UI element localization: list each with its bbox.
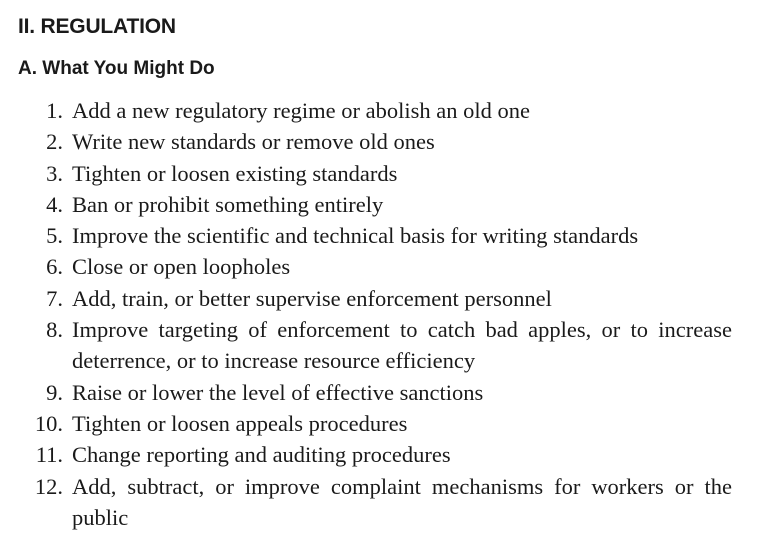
section-heading: II. REGULATION (18, 15, 176, 38)
item-number: 8. (46, 317, 63, 343)
list-item (0, 408, 732, 439)
list-item (0, 251, 732, 282)
item-text: Raise or lower the level of effective sanctions (72, 379, 484, 405)
list-item (0, 377, 732, 408)
list-item (0, 471, 732, 534)
item-text: Add, subtract, or improve complaint mechanisms for workers or the public (72, 473, 732, 530)
item-number: 5. (46, 223, 63, 249)
list-item (0, 314, 732, 377)
item-text: Ban or prohibit something entirely (72, 191, 384, 217)
item-text: Close or open loopholes (72, 254, 291, 280)
list-item (0, 126, 732, 157)
list-item (0, 95, 732, 126)
item-number: 1. (46, 98, 63, 123)
item-number: 4. (46, 191, 63, 217)
item-number: 12. (34, 473, 63, 499)
list-item (0, 439, 732, 470)
item-number: 9. (46, 379, 63, 405)
item-text: Write new standards or remove old ones (72, 129, 435, 155)
numbered-list (0, 95, 732, 533)
list-item (0, 220, 732, 251)
item-number: 10. (34, 410, 63, 436)
item-text: Improve targeting of enforcement to catch bad apples, or to increase deterrence, or to increase resource efficiency (72, 317, 732, 374)
item-number: 11. (35, 442, 63, 468)
item-text: Tighten or loosen existing standards (72, 160, 398, 186)
item-number: 6. (46, 254, 63, 280)
item-text: Add, train, or better supervise enforcement personnel (72, 285, 552, 311)
list-item (0, 158, 732, 189)
item-number: 2. (46, 129, 63, 155)
item-text: Tighten or loosen appeals procedures (72, 410, 408, 436)
item-number: 7. (46, 285, 63, 311)
item-text: Improve the scientific and technical basis for writing standards (72, 223, 639, 249)
list-item (0, 283, 732, 314)
item-number: 3. (46, 160, 63, 186)
subsection-heading: A. What You Might Do (18, 58, 215, 79)
list-item (0, 189, 732, 220)
item-text: Change reporting and auditing procedures (72, 442, 451, 468)
item-text: Add a new regulatory regime or abolish an old one (72, 98, 530, 123)
